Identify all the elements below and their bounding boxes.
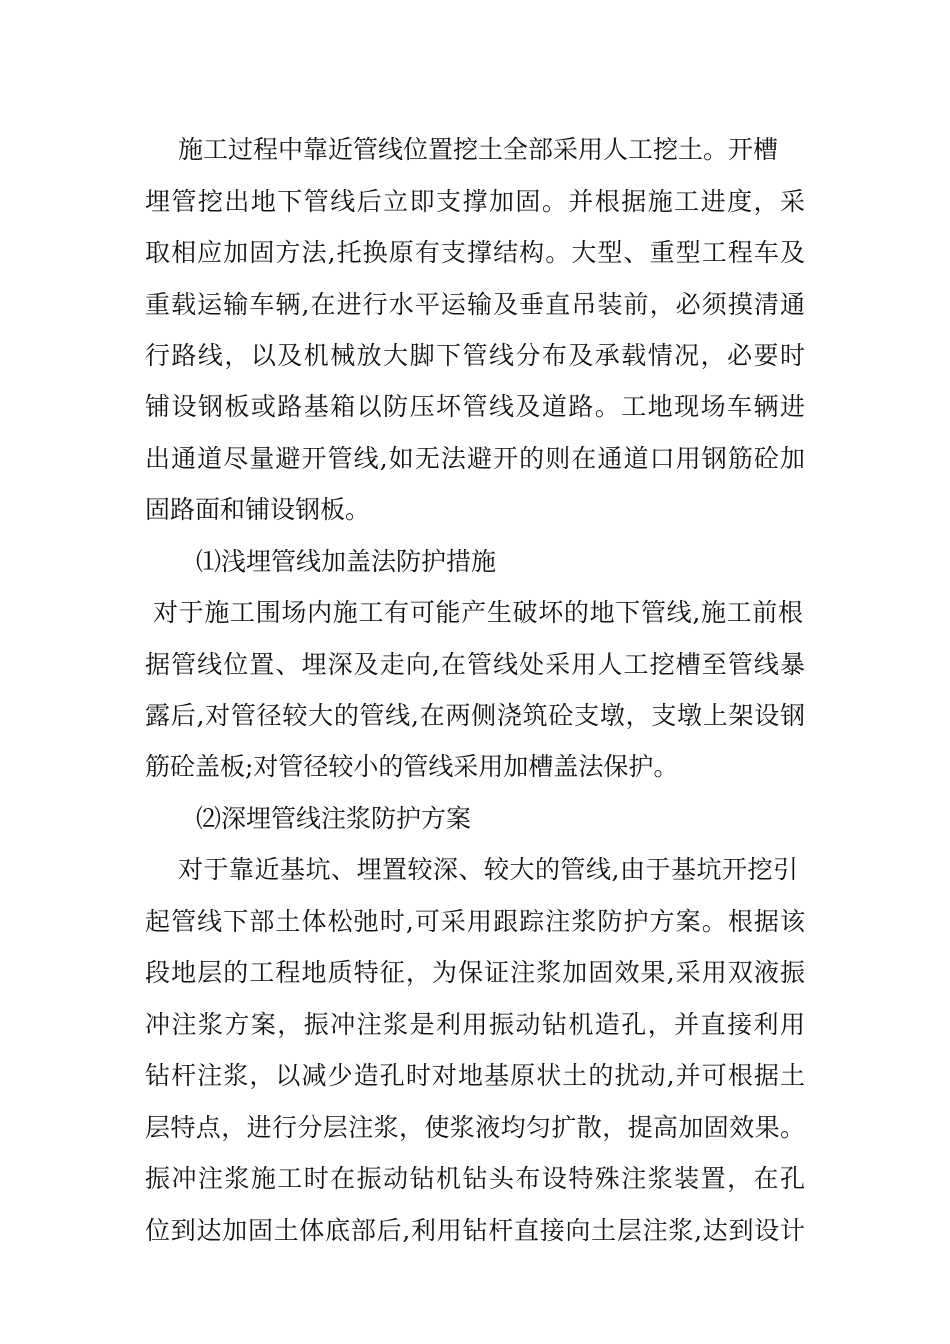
para1-line-6: 铺设钢板或路基箱以防压坏管线及道路。工地现场车辆进 bbox=[145, 392, 805, 421]
para3-line-5: 钻杆注浆，以减少造孔时对地基原状土的扰动,并可根据土 bbox=[145, 1061, 805, 1090]
para1-line-3: 取相应加固方法,托换原有支撑结构。大型、重型工程车及 bbox=[145, 238, 805, 267]
para3-line-1: 对于靠近基坑、埋置较深、较大的管线,由于基坑开挖引 bbox=[178, 855, 798, 884]
para1-line-7: 出通道尽量避开管线,如无法避开的则在通道口用钢筋砼加 bbox=[145, 444, 805, 473]
para1-line-5: 行路线，以及机械放大脚下管线分布及承载情况，必要时 bbox=[145, 341, 805, 370]
para2-line-1: 对于施工围场内施工有可能产生破坏的地下管线,施工前根 bbox=[153, 598, 803, 627]
para1-line-2: 埋管挖出地下管线后立即支撑加固。并根据施工进度，采 bbox=[145, 187, 805, 216]
para1-line-4: 重载运输车辆,在进行水平运输及垂直吊装前，必须摸清通 bbox=[145, 290, 805, 319]
para3-line-7: 振冲注浆施工时在振动钻机钻头布设特殊注浆装置，在孔 bbox=[145, 1164, 805, 1193]
para1-line-1: 施工过程中靠近管线位置挖土全部采用人工挖土。开槽 bbox=[178, 135, 779, 164]
para3-line-2: 起管线下部土体松弛时,可采用跟踪注浆防护方案。根据该 bbox=[145, 907, 805, 936]
para2-line-4: 筋砼盖板;对管径较小的管线采用加槽盖法保护。 bbox=[145, 752, 679, 781]
section-heading-1: ⑴浅埋管线加盖法防护措施 bbox=[196, 547, 497, 576]
para2-line-3: 露后,对管径较大的管线,在两侧浇筑砼支墩，支墩上架设钢 bbox=[145, 701, 805, 730]
para3-line-3: 段地层的工程地质特征，为保证注浆加固效果,采用双液振 bbox=[145, 958, 805, 987]
section-heading-2: ⑵深埋管线注浆防护方案 bbox=[196, 804, 472, 833]
para3-line-8: 位到达加固土体底部后,利用钻杆直接向土层注浆,达到设计 bbox=[145, 1216, 805, 1245]
para3-line-6: 层特点，进行分层注浆，使浆液均匀扩散，提高加固效果。 bbox=[145, 1113, 805, 1142]
para1-line-8: 固路面和铺设钢板。 bbox=[145, 495, 371, 524]
para2-line-2: 据管线位置、埋深及走向,在管线处采用人工挖槽至管线暴 bbox=[145, 650, 805, 679]
para3-line-4: 冲注浆方案，振冲注浆是利用振动钻机造孔，并直接利用 bbox=[145, 1010, 805, 1039]
